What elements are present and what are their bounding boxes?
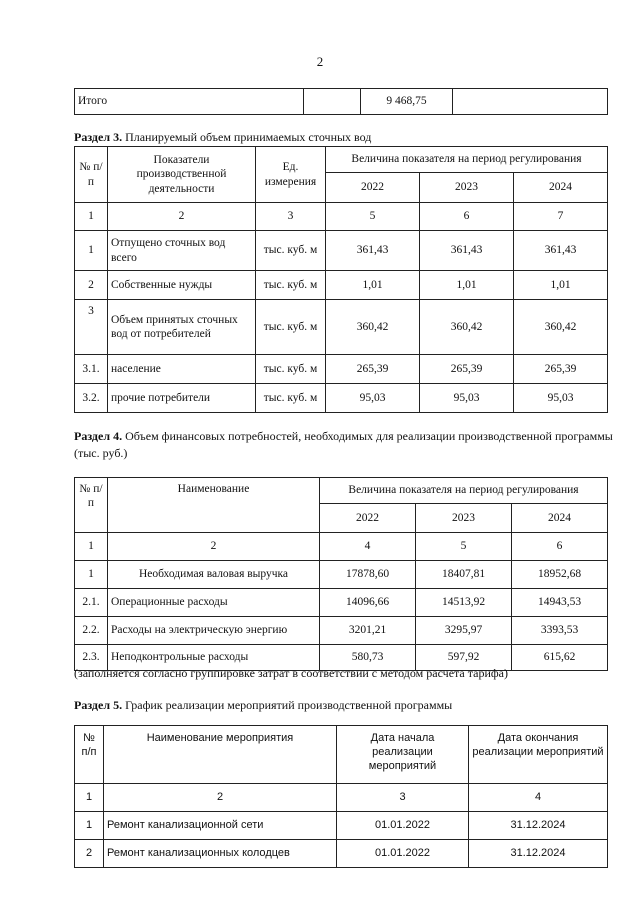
header-value-group: Величина показателя на период регулирования — [320, 478, 608, 504]
row-unit: тыс. куб. м — [256, 384, 326, 413]
row-num: 3.1. — [75, 355, 108, 384]
row-value: 95,03 — [420, 384, 514, 413]
header-num: № п/п — [75, 478, 108, 533]
row-unit: тыс. куб. м — [256, 355, 326, 384]
row-num: 3.2. — [75, 384, 108, 413]
row-name: Ремонт канализационных колодцев — [104, 840, 337, 868]
header-num: № п/п — [75, 726, 104, 784]
table-row — [75, 300, 608, 355]
table-row — [75, 561, 608, 589]
row-unit: тыс. куб. м — [256, 231, 326, 271]
row-value: 360,42 — [420, 300, 514, 355]
header-indicators: Показатели производственной деятельности — [108, 147, 256, 203]
row-value: 265,39 — [514, 355, 608, 384]
row-value: 360,42 — [326, 300, 420, 355]
row-name: население — [108, 355, 256, 384]
table-row — [75, 355, 608, 384]
row-value: 18407,81 — [416, 561, 512, 589]
section3-table — [74, 146, 608, 413]
table-row — [75, 840, 608, 868]
row-end-date: 31.12.2024 — [469, 812, 608, 840]
row-num: 3 — [75, 300, 108, 355]
row-num: 2.2. — [75, 617, 108, 645]
row-value: 361,43 — [420, 231, 514, 271]
section4-title-text: Объем финансовых потребностей, необходимых для реализации производственной программы (тыс. руб.) — [74, 429, 613, 460]
index-cell: 1 — [75, 784, 104, 812]
section5-title-text: График реализации мероприятий производственной программы — [122, 698, 453, 712]
row-value: 14943,53 — [512, 589, 608, 617]
row-num: 2.3. — [75, 645, 108, 671]
row-value: 265,39 — [326, 355, 420, 384]
total-empty-cell — [453, 89, 608, 115]
section4-note: (заполняется согласно группировке затрат в соответствии с методом расчета тарифа) — [74, 666, 508, 680]
header-year: 2022 — [326, 173, 420, 203]
index-cell: 2 — [104, 784, 337, 812]
row-end-date: 31.12.2024 — [469, 840, 608, 868]
index-cell: 1 — [75, 533, 108, 561]
header-year: 2022 — [320, 504, 416, 533]
row-value: 1,01 — [514, 271, 608, 300]
index-cell: 3 — [256, 203, 326, 231]
index-cell: 7 — [514, 203, 608, 231]
row-value: 360,42 — [514, 300, 608, 355]
header-name: Наименование мероприятия — [104, 726, 337, 784]
row-name: Расходы на электрическую энергию — [108, 617, 320, 645]
index-cell: 1 — [75, 203, 108, 231]
row-value: 3295,97 — [416, 617, 512, 645]
row-value: 3201,21 — [320, 617, 416, 645]
row-value: 18952,68 — [512, 561, 608, 589]
section3-title-bold: Раздел 3. — [74, 130, 123, 144]
header-year: 2024 — [514, 173, 608, 203]
section4-table — [74, 477, 608, 671]
index-cell: 4 — [320, 533, 416, 561]
row-value: 17878,60 — [320, 561, 416, 589]
row-value: 3393,53 — [512, 617, 608, 645]
row-unit: тыс. куб. м — [256, 300, 326, 355]
index-cell: 2 — [108, 533, 320, 561]
row-num: 1 — [75, 812, 104, 840]
index-cell: 5 — [326, 203, 420, 231]
total-label: Итого — [75, 89, 304, 115]
row-num: 1 — [75, 231, 108, 271]
row-value: 615,62 — [512, 645, 608, 671]
table-row — [75, 617, 608, 645]
row-name: Ремонт канализационной сети — [104, 812, 337, 840]
table-row — [75, 384, 608, 413]
index-cell: 2 — [108, 203, 256, 231]
row-value: 265,39 — [420, 355, 514, 384]
row-value: 361,43 — [514, 231, 608, 271]
row-value: 580,73 — [320, 645, 416, 671]
row-start-date: 01.01.2022 — [337, 812, 469, 840]
header-end-date: Дата окончания реализации мероприятий — [469, 726, 608, 784]
row-name: Операционные расходы — [108, 589, 320, 617]
row-name: Необходимая валовая выручка — [108, 561, 320, 589]
table-row — [75, 589, 608, 617]
row-name: Отпущено сточных вод всего — [108, 231, 256, 271]
row-num: 2 — [75, 271, 108, 300]
section3-title-text: Планируемый объем принимаемых сточных вод — [122, 130, 372, 144]
index-cell: 4 — [469, 784, 608, 812]
row-num: 1 — [75, 561, 108, 589]
total-value: 9 468,75 — [361, 89, 453, 115]
header-year: 2023 — [420, 173, 514, 203]
row-value: 95,03 — [514, 384, 608, 413]
header-name: Наименование — [108, 478, 320, 533]
row-num: 2 — [75, 840, 104, 868]
header-num: № п/п — [75, 147, 108, 203]
row-value: 14096,66 — [320, 589, 416, 617]
header-unit: Ед. измерения — [256, 147, 326, 203]
section5-title-bold: Раздел 5. — [74, 698, 123, 712]
table-row — [75, 231, 608, 271]
row-value: 14513,92 — [416, 589, 512, 617]
header-start-date: Дата начала реализации мероприятий — [337, 726, 469, 784]
page-number: 2 — [316, 54, 324, 69]
row-name: прочие потребители — [108, 384, 256, 413]
index-cell: 6 — [420, 203, 514, 231]
section3-heading — [74, 129, 614, 146]
row-value: 1,01 — [326, 271, 420, 300]
section5-heading — [74, 697, 614, 714]
table-row — [75, 271, 608, 300]
total-empty-cell — [304, 89, 361, 115]
table-row — [75, 812, 608, 840]
row-unit: тыс. куб. м — [256, 271, 326, 300]
row-name: Неподконтрольные расходы — [108, 645, 320, 671]
index-cell: 3 — [337, 784, 469, 812]
row-name: Объем принятых сточных вод от потребителей — [108, 300, 256, 355]
section4-heading — [74, 428, 614, 462]
row-value: 95,03 — [326, 384, 420, 413]
index-cell: 6 — [512, 533, 608, 561]
row-value: 361,43 — [326, 231, 420, 271]
row-start-date: 01.01.2022 — [337, 840, 469, 868]
row-value: 597,92 — [416, 645, 512, 671]
total-table — [74, 88, 608, 115]
header-year: 2024 — [512, 504, 608, 533]
row-num: 2.1. — [75, 589, 108, 617]
header-year: 2023 — [416, 504, 512, 533]
index-cell: 5 — [416, 533, 512, 561]
header-value-group: Величина показателя на период регулирования — [326, 147, 608, 173]
section4-title-bold: Раздел 4. — [74, 429, 123, 443]
row-name: Собственные нужды — [108, 271, 256, 300]
row-value: 1,01 — [420, 271, 514, 300]
section5-table — [74, 725, 608, 868]
